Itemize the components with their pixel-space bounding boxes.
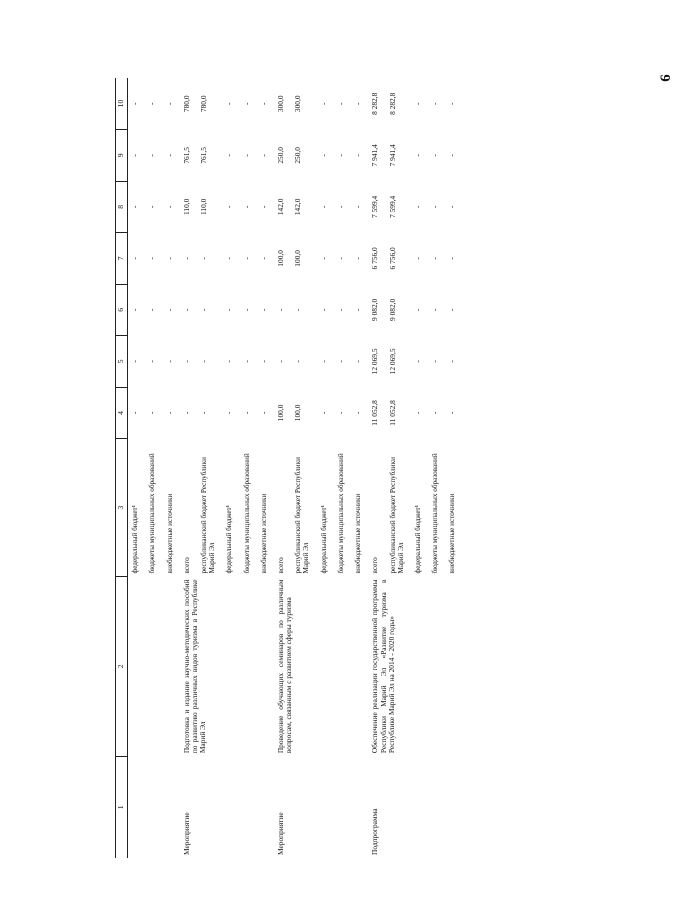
page-number: 6: [658, 74, 674, 82]
column-number-10: 10: [116, 78, 128, 130]
value-cell: 110,0: [181, 198, 191, 216]
value-cell: 100,0: [276, 404, 286, 422]
value-cell: -: [241, 360, 251, 363]
item-name: [128, 576, 180, 756]
item-type: Подпрограмма: [370, 808, 380, 855]
value-cell: -: [258, 257, 268, 260]
funding-source: федеральный бюджет¹: [131, 505, 139, 574]
value-cell: -: [258, 102, 268, 106]
value-cell: -: [430, 102, 440, 106]
column-number-row: [116, 78, 128, 858]
value-cell: -: [224, 360, 234, 363]
funding-source: бюджеты муниципальных образований: [336, 453, 345, 574]
value-cell: -: [130, 205, 139, 209]
value-cell: -: [199, 308, 209, 312]
value-cell: -: [164, 154, 174, 157]
value-cell: -: [412, 360, 422, 363]
funding-source: федеральный бюджет¹: [413, 505, 422, 574]
column-number-9: 9: [116, 130, 128, 182]
value-cell: -: [130, 308, 139, 312]
value-cell: 780,0: [199, 95, 209, 113]
value-cell: 300,0: [276, 95, 286, 113]
value-cell: 100,0: [293, 250, 303, 267]
value-cell: 8 282,8: [370, 92, 380, 115]
value-cell: -: [335, 308, 345, 312]
value-cell: -: [130, 411, 139, 415]
value-cell: -: [353, 308, 363, 312]
value-cell: -: [164, 411, 174, 415]
value-cell: -: [412, 308, 422, 312]
funding-source: республиканский бюджет Республики Марий Эл: [200, 457, 217, 574]
value-cell: -: [258, 154, 268, 157]
column-number-8: 8: [116, 181, 128, 233]
value-cell: -: [241, 205, 251, 209]
value-cell: -: [447, 154, 457, 157]
value-cell: -: [224, 411, 234, 415]
value-cell: -: [353, 205, 363, 209]
column-number-4: 4: [116, 387, 128, 439]
value-cell: 8 282,8: [387, 92, 397, 115]
value-cell: 761,5: [181, 147, 191, 164]
value-cell: -: [258, 411, 268, 415]
value-cell: -: [164, 360, 174, 363]
value-cell: -: [147, 257, 157, 260]
value-cell: -: [447, 102, 457, 106]
column-number-7: 7: [116, 233, 128, 285]
value-cell: -: [353, 257, 363, 260]
table-row: [368, 78, 385, 858]
value-cell: -: [318, 257, 328, 260]
budget-table: [115, 78, 463, 858]
value-cell: 250,0: [276, 147, 286, 164]
value-cell: -: [335, 257, 345, 260]
value-cell: -: [318, 308, 328, 312]
value-cell: -: [258, 205, 268, 209]
funding-source: внебюджетные источники: [259, 493, 268, 574]
value-cell: -: [447, 411, 457, 415]
funding-source: внебюджетные источники: [354, 493, 363, 574]
value-cell: -: [241, 257, 251, 260]
value-cell: 7 941,4: [370, 144, 380, 167]
value-cell: 11 052,8: [370, 400, 380, 426]
funding-source: республиканский бюджет Республики Марий Эл: [388, 457, 405, 574]
value-cell: 9 082,0: [387, 298, 397, 321]
value-cell: -: [241, 102, 251, 106]
value-cell: -: [181, 411, 191, 415]
value-cell: 7 941,4: [387, 144, 397, 167]
value-cell: -: [318, 205, 328, 209]
value-cell: -: [335, 205, 345, 209]
value-cell: -: [181, 257, 191, 260]
value-cell: -: [224, 154, 234, 157]
value-cell: -: [430, 154, 440, 157]
value-cell: -: [276, 360, 286, 363]
value-cell: -: [318, 360, 328, 363]
value-cell: -: [199, 360, 209, 363]
value-cell: -: [164, 308, 174, 312]
rotated-table-container: [115, 78, 555, 858]
value-cell: -: [130, 360, 139, 363]
value-cell: -: [353, 102, 363, 106]
value-cell: -: [147, 308, 157, 312]
value-cell: 142,0: [293, 198, 303, 216]
value-cell: 142,0: [276, 198, 286, 216]
table-body: [128, 78, 463, 858]
column-number-1: 1: [116, 756, 128, 858]
table-row: [274, 78, 291, 858]
value-cell: -: [335, 360, 345, 363]
value-cell: 100,0: [276, 250, 286, 267]
funding-source: внебюджетные источники: [448, 493, 457, 574]
value-cell: -: [293, 308, 303, 312]
funding-source: бюджеты муниципальных образований: [431, 453, 440, 574]
value-cell: -: [258, 308, 268, 312]
value-cell: -: [147, 102, 157, 106]
value-cell: -: [318, 411, 328, 415]
value-cell: -: [147, 360, 157, 363]
value-cell: -: [199, 257, 209, 260]
value-cell: -: [412, 102, 422, 106]
value-cell: -: [241, 308, 251, 312]
value-cell: 7 599,4: [387, 195, 397, 218]
funding-source: всего: [277, 557, 286, 574]
value-cell: 6 756,0: [387, 247, 397, 270]
column-number-6: 6: [116, 284, 128, 336]
value-cell: -: [258, 360, 268, 363]
table-row: [180, 78, 197, 858]
value-cell: -: [318, 154, 328, 157]
value-cell: 12 069,5: [387, 348, 397, 375]
column-number-2: 2: [116, 576, 128, 756]
value-cell: -: [353, 360, 363, 363]
value-cell: 780,0: [181, 95, 191, 113]
value-cell: -: [164, 257, 174, 260]
value-cell: -: [147, 154, 157, 157]
value-cell: -: [430, 411, 440, 415]
value-cell: 7 599,4: [370, 195, 380, 218]
value-cell: -: [430, 257, 440, 260]
table-row: [128, 78, 146, 858]
value-cell: -: [147, 411, 157, 415]
value-cell: -: [318, 102, 328, 106]
funding-source: республиканский бюджет Республики Марий Эл: [294, 457, 311, 574]
funding-source: федеральный бюджет¹: [225, 505, 234, 574]
value-cell: -: [276, 308, 286, 312]
value-cell: -: [130, 154, 139, 157]
value-cell: -: [224, 205, 234, 209]
value-cell: 110,0: [199, 198, 209, 216]
column-number-5: 5: [116, 336, 128, 388]
value-cell: -: [335, 102, 345, 106]
value-cell: -: [199, 411, 209, 415]
value-cell: -: [447, 205, 457, 209]
value-cell: -: [181, 360, 191, 363]
value-cell: -: [241, 411, 251, 415]
value-cell: -: [353, 411, 363, 415]
value-cell: -: [430, 360, 440, 363]
value-cell: -: [335, 411, 345, 415]
value-cell: -: [130, 257, 139, 260]
value-cell: 100,0: [293, 404, 303, 422]
value-cell: -: [447, 360, 457, 363]
value-cell: -: [335, 154, 345, 157]
item-type: Мероприятие: [276, 812, 286, 855]
value-cell: -: [293, 360, 303, 363]
funding-source: всего: [182, 557, 191, 574]
value-cell: 300,0: [293, 95, 303, 113]
value-cell: -: [430, 308, 440, 312]
value-cell: -: [224, 102, 234, 106]
item-type: Мероприятие: [181, 812, 191, 855]
item-name: Подготовка и издание научно-методических пособий по развитию различных видов туризма в Республике Марий Эл: [181, 579, 208, 754]
value-cell: 761,5: [199, 147, 209, 164]
value-cell: 250,0: [293, 147, 303, 164]
funding-source: бюджеты муниципальных образований: [148, 453, 157, 574]
item-name: Обеспечение реализации государственной программы Республики Марий Эл «Развитие туризма в Республике Марий Эл на 2014 - 2020 годы»: [370, 579, 396, 754]
value-cell: -: [164, 205, 174, 209]
value-cell: -: [130, 102, 139, 106]
value-cell: -: [241, 154, 251, 157]
value-cell: -: [412, 154, 422, 157]
funding-source: всего: [371, 557, 380, 574]
value-cell: -: [224, 257, 234, 260]
value-cell: -: [430, 205, 440, 209]
value-cell: -: [447, 257, 457, 260]
value-cell: -: [412, 205, 422, 209]
funding-source: внебюджетные источники: [165, 493, 174, 574]
value-cell: 9 082,0: [370, 298, 380, 321]
value-cell: -: [147, 205, 157, 209]
value-cell: -: [181, 308, 191, 312]
value-cell: -: [164, 102, 174, 106]
funding-source: федеральный бюджет¹: [319, 505, 328, 574]
value-cell: -: [447, 308, 457, 312]
value-cell: 11 052,8: [387, 400, 397, 426]
value-cell: 6 756,0: [370, 247, 380, 270]
item-name: Проведение обучающих семинаров по различным вопросам, связанным с развитием сферы туризма: [276, 579, 294, 754]
value-cell: -: [412, 257, 422, 260]
value-cell: -: [224, 308, 234, 312]
value-cell: 12 069,5: [370, 348, 380, 375]
item-type: [128, 756, 180, 858]
funding-source: бюджеты муниципальных образований: [242, 453, 251, 574]
value-cell: -: [412, 411, 422, 415]
value-cell: -: [353, 154, 363, 157]
column-number-3: 3: [116, 439, 128, 577]
